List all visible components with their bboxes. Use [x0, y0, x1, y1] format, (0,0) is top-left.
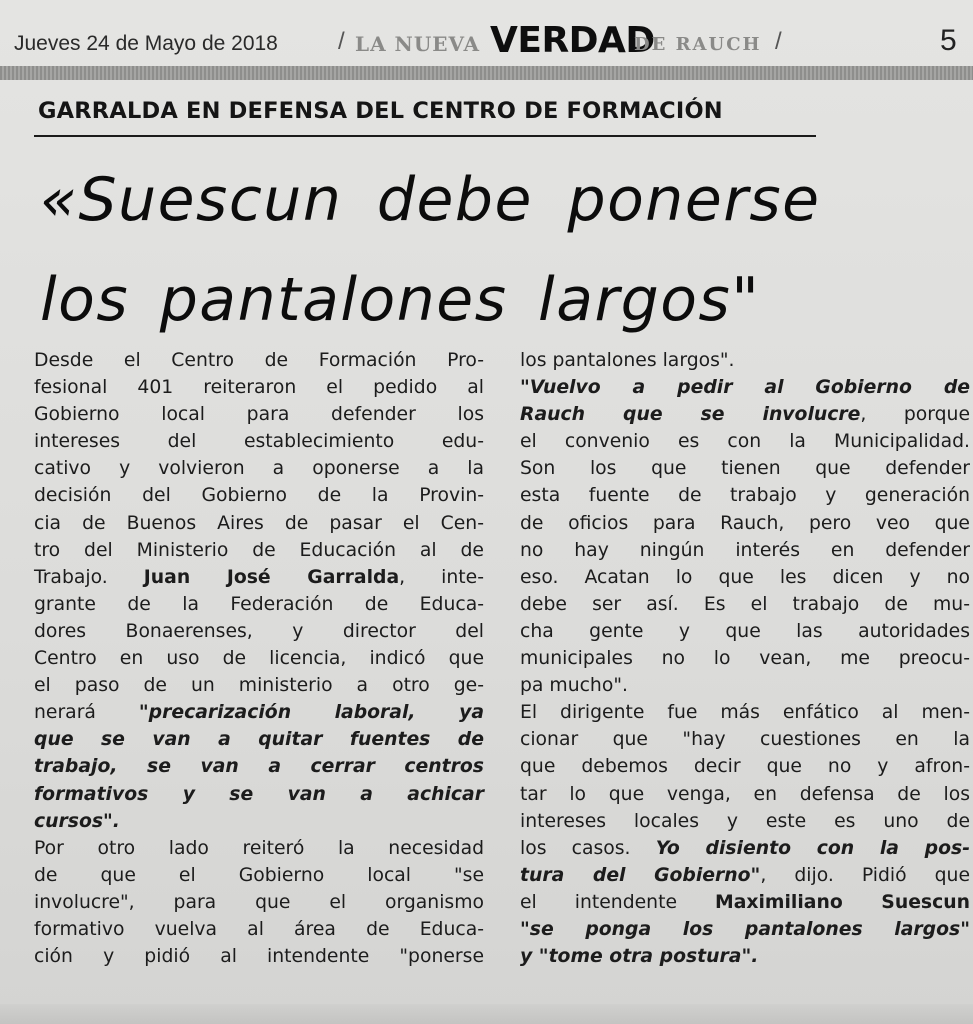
masthead-separator: / — [338, 28, 345, 55]
body-line: formativo vuelva al área de Educa- — [34, 918, 484, 940]
quote-line: que se van a quitar fuentes de — [34, 729, 484, 751]
body-line: de oficios para Rauch, pero veo que — [520, 512, 970, 534]
kicker-underline — [34, 135, 816, 137]
body-line: cia de Buenos Aires de pasar el Cen- — [34, 512, 484, 534]
body-text: el intendente — [520, 891, 715, 913]
article-kicker: GARRALDA EN DEFENSA DEL CENTRO DE FORMACIÓN — [38, 98, 723, 124]
body-line: eso. Acatan lo que les dicen y no — [520, 566, 970, 588]
body-line: Por otro lado reiteró la necesidad — [34, 837, 484, 859]
page-bottom-edge — [0, 1004, 973, 1024]
quote-text: Rauch que se involucre — [520, 404, 861, 426]
body-text: , inte- — [399, 566, 484, 588]
masthead-verdad: VERDAD — [490, 20, 655, 61]
body-line: decisión del Gobierno de la Provin- — [34, 485, 484, 507]
masthead-de-rauch: DE RAUCH — [634, 34, 762, 55]
body-text: nerará — [34, 702, 139, 724]
body-line: debe ser así. Es el trabajo de mu- — [520, 593, 970, 615]
body-line — [520, 889, 970, 916]
body-line: pa mucho". — [520, 675, 628, 697]
body-line: El dirigente fue más enfático al men- — [520, 702, 970, 724]
quote-line: y "tome otra postura". — [520, 946, 759, 968]
body-text: Trabajo. — [34, 566, 144, 588]
quote-line: "Vuelvo a pedir al Gobierno de — [520, 377, 970, 399]
body-line: intereses del establecimiento edu- — [34, 431, 484, 453]
masthead — [0, 18, 973, 66]
masthead-separator: / — [775, 28, 782, 55]
body-line: ción y pidió al intendente "ponerse — [34, 946, 484, 968]
body-line: el paso de un ministerio a otro ge- — [34, 675, 484, 697]
issue-date: Jueves 24 de Mayo de 2018 — [14, 32, 278, 55]
body-text: los casos. — [520, 837, 656, 859]
body-line: cha gente y que las autoridades — [520, 620, 970, 642]
quote-line: formativos y se van a achicar — [34, 783, 484, 805]
quote-line: cursos". — [34, 810, 120, 832]
body-line — [520, 862, 970, 889]
quote-text: "precarización laboral, ya — [138, 702, 484, 724]
body-line — [34, 699, 484, 726]
body-line: fesional 401 reiteraron el pedido al — [34, 377, 484, 399]
quote-line: trabajo, se van a cerrar centros — [34, 756, 484, 778]
body-line: esta fuente de trabajo y generación — [520, 485, 970, 507]
body-line: no hay ningún interés en defender — [520, 539, 970, 561]
body-line: dores Bonaerenses, y director del — [34, 620, 484, 642]
body-line: Centro en uso de licencia, indicó que — [34, 648, 484, 670]
body-line: involucre", para que el organismo — [34, 891, 484, 913]
body-line: tar lo que venga, en defensa de los — [520, 783, 970, 805]
quote-text: tura del Gobierno" — [520, 864, 761, 886]
page-number: 5 — [940, 24, 957, 57]
body-line: los pantalones largos". — [520, 350, 735, 371]
body-line: Gobierno local para defender los — [34, 404, 484, 426]
body-line: Son los que tienen que defender — [520, 458, 970, 480]
quote-line: "se ponga los pantalones largos" — [520, 918, 970, 940]
body-line — [520, 401, 970, 428]
body-text: , porque — [860, 404, 970, 426]
body-line: de que el Gobierno local "se — [34, 864, 484, 886]
body-line: cionar que "hay cuestiones en la — [520, 729, 970, 751]
body-line: que debemos decir que no y afron- — [520, 756, 970, 778]
body-line — [520, 835, 970, 862]
article-column-right — [520, 347, 970, 970]
body-line — [34, 564, 484, 591]
headline-line: los pantalones largos" — [40, 265, 761, 335]
body-line: cativo y volvieron a oponerse a la — [34, 458, 484, 480]
headline-line: «Suescun debe ponerse — [40, 165, 821, 235]
body-line: intereses locales y este es uno de — [520, 810, 970, 832]
body-line: Desde el Centro de Formación Pro- — [34, 350, 484, 371]
person-name: Maximiliano Suescun — [715, 891, 970, 913]
masthead-rule — [0, 66, 973, 80]
body-line: grante de la Federación de Educa- — [34, 593, 484, 615]
body-line: tro del Ministerio de Educación al de — [34, 539, 484, 561]
quote-text: Yo disiento con la pos- — [655, 837, 970, 859]
body-text: , dijo. Pidió que — [760, 864, 970, 886]
body-line: el convenio es con la Municipalidad. — [520, 431, 970, 453]
article-column-left — [34, 347, 484, 970]
person-name: Juan José Garralda — [143, 566, 400, 588]
body-line: municipales no lo vean, me preocu- — [520, 648, 970, 670]
article-headline — [40, 150, 960, 350]
masthead-la-nueva: LA NUEVA — [355, 32, 480, 56]
